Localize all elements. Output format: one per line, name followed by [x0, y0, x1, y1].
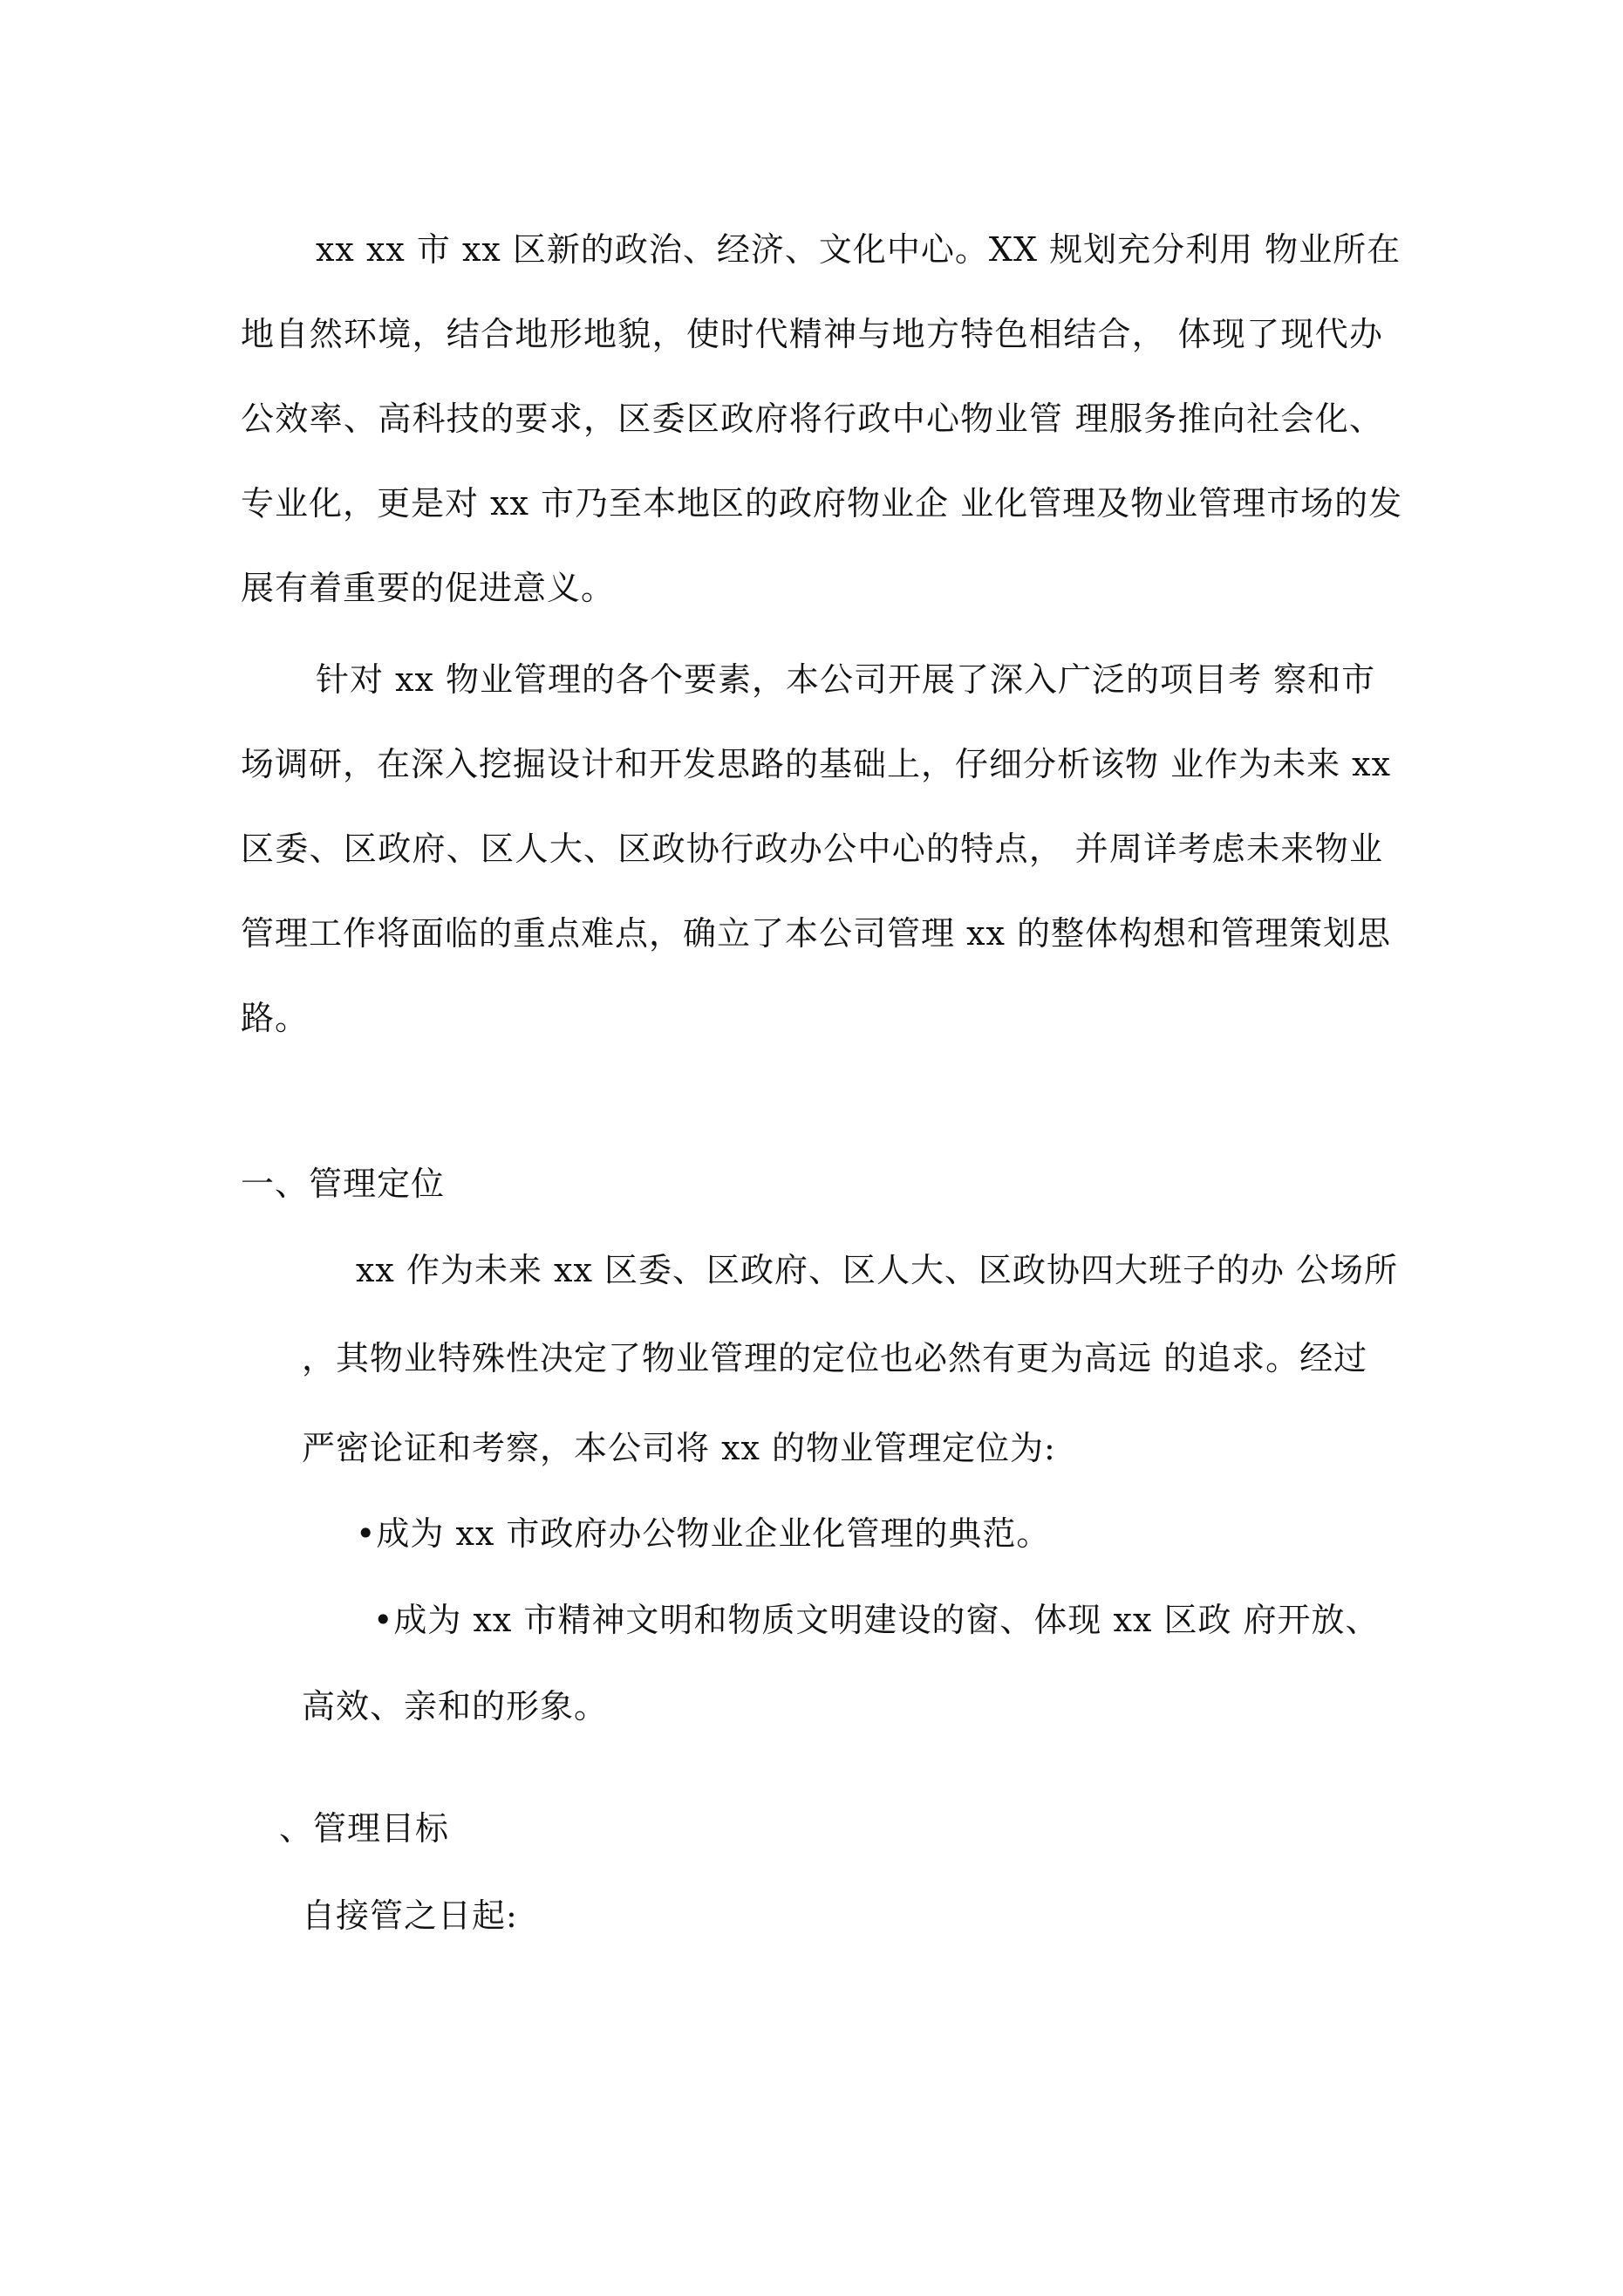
- survey-line-5: 路。: [241, 999, 310, 1037]
- section-2-heading: 、管理目标: [279, 1809, 450, 1848]
- intro-line-1: xx xx 市 xx 区新的政治、经济、文化中心。XX 规划充分利用 物业所在: [316, 230, 1401, 269]
- intro-line-3: 公效率、高科技的要求，区委区政府将行政中心物业管 理服务推向社会化、: [241, 400, 1383, 438]
- section-1-line-2: ，其物业特殊性决定了物业管理的定位也必然有更为高远 的追求。经过: [302, 1339, 1368, 1377]
- survey-line-4: 管理工作将面临的重点难点，确立了本公司管理 xx 的整体构想和管理策划思: [241, 914, 1392, 953]
- section-1-heading: 一、管理定位: [241, 1165, 446, 1203]
- intro-line-5: 展有着重要的促进意义。: [241, 569, 616, 607]
- section-1-line-3: 严密论证和考察，本公司将 xx 的物业管理定位为:: [302, 1429, 1056, 1467]
- survey-line-1: 针对 xx 物业管理的各个要素，本公司开展了深入广泛的项目考 察和市: [316, 660, 1376, 699]
- section-1-bullet-1: •成为 xx 市政府办公物业企业化管理的典范。: [356, 1514, 1051, 1553]
- survey-line-3: 区委、区政府、区人大、区政协行政办公中心的特点， 并周详考虑未来物业: [241, 830, 1383, 868]
- section-1-line-1: xx 作为未来 xx 区委、区政府、区人大、区政协四大班子的办 公场所: [356, 1251, 1399, 1289]
- intro-line-2: 地自然环境，结合地形地貌，使时代精神与地方特色相结合， 体现了现代办: [241, 315, 1383, 353]
- section-1-bullet-2: •成为 xx 市精神文明和物质文明建设的窗、体现 xx 区政 府开放、: [373, 1601, 1380, 1639]
- survey-line-2: 场调研，在深入挖掘设计和开发思路的基础上，仔细分析该物 业作为未来 xx: [241, 745, 1392, 783]
- section-1-bullet-continuation: 高效、亲和的形象。: [302, 1687, 609, 1725]
- intro-line-4: 专业化，更是对 xx 市乃至本地区的政府物业企 业化管理及物业管理市场的发: [241, 484, 1403, 523]
- section-2-line-1: 自接管之日起:: [302, 1896, 518, 1935]
